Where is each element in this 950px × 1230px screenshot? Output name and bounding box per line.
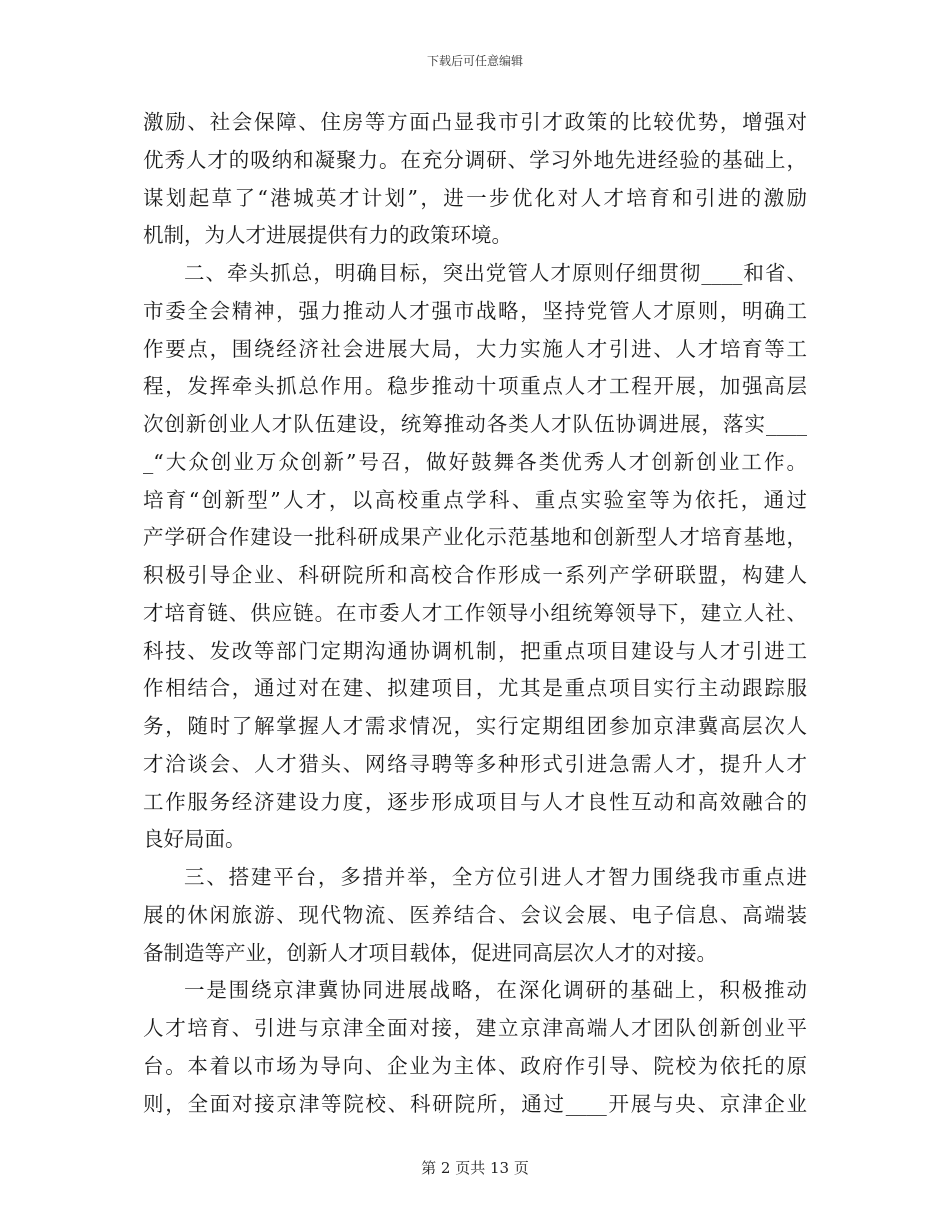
text-line: 则，全面对接京津等院校、科研院所，通过____开展与央、京津企业 <box>143 1091 807 1116</box>
text-line: _“大众创业万众创新”号召，做好鼓舞各类优秀人才创新创业工作。 <box>143 449 807 474</box>
document-body <box>143 104 807 1123</box>
text-line: 程，发挥牵头抓总作用。稳步推动十项重点人才工程开展，加强高层 <box>143 374 807 399</box>
text-line: 才培育链、供应链。在市委人才工作领导小组统筹领导下，建立人社、 <box>143 600 807 625</box>
page-footer: 第 2 页共 13 页 <box>421 1159 529 1177</box>
text-line: 作相结合，通过对在建、拟建项目，尤其是重点项目实行主动跟踪服 <box>143 676 807 701</box>
text-line: 展的休闲旅游、现代物流、医养结合、会议会展、电子信息、高端装 <box>143 902 807 927</box>
text-line: 台。本着以市场为导向、企业为主体、政府作引导、院校为依托的原 <box>143 1053 807 1078</box>
text-line: 务，随时了解掌握人才需求情况，实行定期组团参加京津冀高层次人 <box>143 714 807 738</box>
text-line: 作要点，围绕经济社会进展大局，大力实施人才引进、人才培育等工 <box>143 336 807 361</box>
text-line: 谋划起草了“港城英才计划”，进一步优化对人才培育和引进的激励 <box>143 185 807 210</box>
text-line: 科技、发改等部门定期沟通协调机制，把重点项目建设与人才引进工 <box>143 638 807 663</box>
page-header: 下载后可任意编辑 <box>426 54 523 68</box>
text-line: 才洽谈会、人才猎头、网络寻聘等多种形式引进急需人才，提升人才 <box>143 751 807 776</box>
text-line: 积极引导企业、科研院所和高校合作形成一系列产学研联盟，构建人 <box>143 563 807 587</box>
text-line: 次创新创业人才队伍建设，统筹推动各类人才队伍协调进展，落实____ <box>143 412 807 436</box>
paragraph-first-line: 一是围绕京津冀协同进展战略，在深化调研的基础上，积极推动 <box>184 978 807 1003</box>
text-line: 产学研合作建设一批科研成果产业化示范基地和创新型人才培育基地， <box>143 525 807 550</box>
text-line: 培育“创新型”人才，以高校重点学科、重点实验室等为依托，通过 <box>143 487 807 512</box>
text-line: 优秀人才的吸纳和凝聚力。在充分调研、学习外地先进经验的基础上， <box>143 147 807 172</box>
text-line: 备制造等产业，创新人才项目载体，促进同高层次人才的对接。 <box>143 940 717 965</box>
section-heading-line: 二、牵头抓总，明确目标，突出党管人才原则仔细贯彻____和省、 <box>184 261 807 285</box>
text-line: 机制，为人才进展提供有力的政策环境。 <box>143 223 512 248</box>
section-heading-line: 三、搭建平台，多措并举，全方位引进人才智力围绕我市重点进 <box>184 865 807 889</box>
text-line: 良好局面。 <box>143 827 246 852</box>
text-line: 激励、社会保障、住房等方面凸显我市引才政策的比较优势，增强对 <box>143 110 807 134</box>
text-line: 人才培育、引进与京津全面对接，建立京津高端人才团队创新创业平 <box>143 1016 807 1040</box>
text-line: 市委全会精神，强力推动人才强市战略，坚持党管人才原则，明确工 <box>143 298 807 323</box>
text-line: 工作服务经济建设力度，逐步形成项目与人才良性互动和高效融合的 <box>143 789 807 814</box>
